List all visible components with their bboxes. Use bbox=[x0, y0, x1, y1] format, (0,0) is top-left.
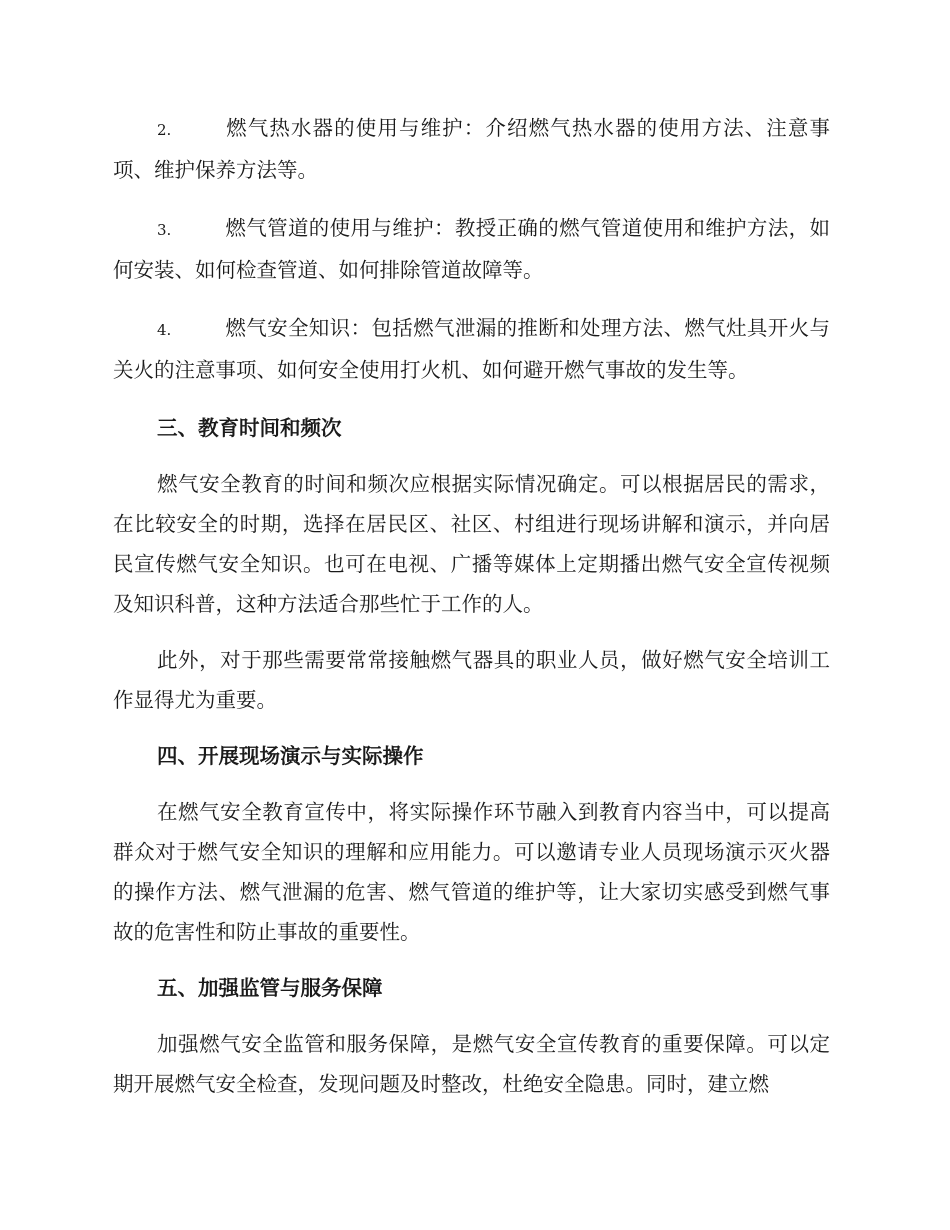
list-item-number: 4. bbox=[157, 321, 172, 339]
section-heading: 三、教育时间和频次 bbox=[157, 416, 342, 440]
section-heading: 四、开展现场演示与实际操作 bbox=[157, 744, 424, 768]
section-heading: 五、加强监管与服务保障 bbox=[157, 976, 383, 1000]
body-paragraph: 此外，对于那些需要常常接触燃气器具的职业人员，做好燃气安全培训工作显得尤为重要。 bbox=[113, 648, 830, 712]
list-item-text: 燃气热水器的使用与维护：介绍燃气热水器的使用方法、注意事项、维护保养方法等。 bbox=[113, 116, 830, 182]
body-paragraph: 在燃气安全教育宣传中，将实际操作环节融入到教育内容当中，可以提高群众对于燃气安全知识的理解和应用能力。可以邀请专业人员现场演示灭火器的操作方法、燃气泄漏的危害、燃气管道的维护等，让大家切实感受到燃气事故的危害性和防止事故的重要性。 bbox=[113, 800, 830, 944]
document-body bbox=[113, 108, 830, 1120]
list-item-text: 燃气安全知识：包括燃气泄漏的推断和处理方法、燃气灶具开火与关火的注意事项、如何安全使用打火机、如何避开燃气事故的发生等。 bbox=[113, 316, 830, 382]
list-item bbox=[113, 108, 830, 190]
list-item bbox=[113, 308, 830, 390]
list-item-number: 2. bbox=[157, 121, 172, 139]
list-item-number: 3. bbox=[157, 221, 172, 239]
body-paragraph: 燃气安全教育的时间和频次应根据实际情况确定。可以根据居民的需求，在比较安全的时期，选择在居民区、社区、村组进行现场讲解和演示，并向居民宣传燃气安全知识。也可在电视、广播等媒体上定期播出燃气安全宣传视频及知识科普，这种方法适合那些忙于工作的人。 bbox=[113, 472, 830, 616]
list-item bbox=[113, 208, 830, 290]
body-paragraph: 加强燃气安全监管和服务保障，是燃气安全宣传教育的重要保障。可以定期开展燃气安全检查，发现问题及时整改，杜绝安全隐患。同时，建立燃 bbox=[113, 1032, 830, 1096]
list-item-text: 燃气管道的使用与维护：教授正确的燃气管道使用和维护方法，如何安装、如何检查管道、如何排除管道故障等。 bbox=[113, 216, 830, 282]
